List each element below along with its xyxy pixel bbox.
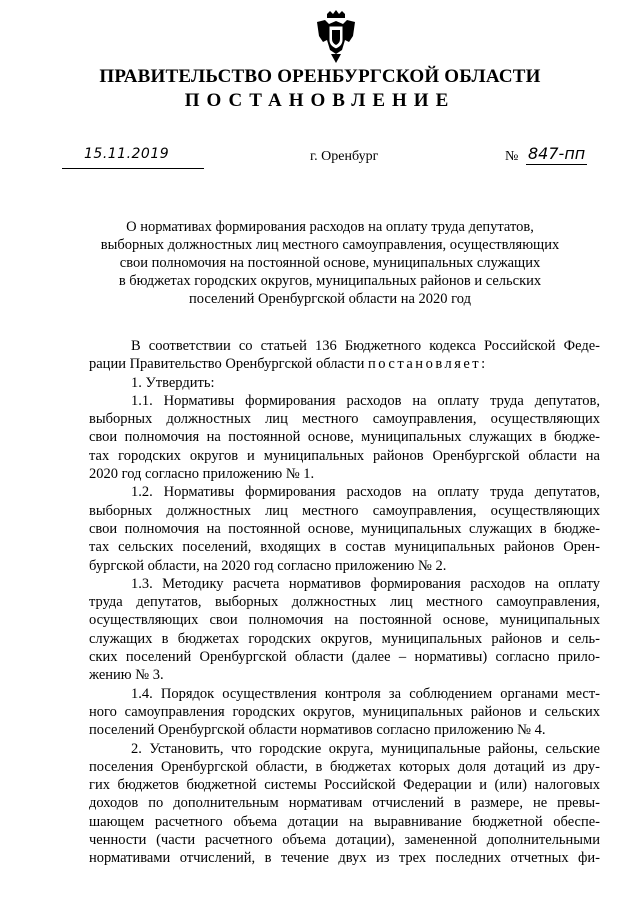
document-date: 15.11.2019 xyxy=(84,146,170,162)
body-line: жению № 3. xyxy=(89,667,164,684)
body-line xyxy=(89,355,600,373)
subject-line: свои полномочия на постоянной основе, муниципальных служащих xyxy=(119,255,541,271)
body-line: 1.2. Нормативы формирования расходов на оплату труда депутатов, xyxy=(131,484,600,501)
document-body xyxy=(89,337,600,868)
body-line: осуществляющих свои полномочия на постоянной основе, муниципальных xyxy=(89,612,600,629)
body-line: тах городских округов и муниципальных районов Оренбургской области на xyxy=(89,447,600,464)
body-line: 1.3. Методику расчета нормативов формирования расходов на оплату xyxy=(131,575,600,592)
body-line: свои полномочия на постоянной основе, муниципальных служащих в бюдже- xyxy=(89,429,600,446)
date-field xyxy=(62,148,204,169)
body-line: 1.4. Порядок осуществления контроля за соблюдением органами мест- xyxy=(131,685,600,702)
body-line: поселений Оренбургской области нормативов согласно приложению № 4. xyxy=(89,722,546,739)
document-number: 847-пп xyxy=(528,144,586,163)
body-line: ских поселений Оренбургской области (далее – нормативы) согласно прило- xyxy=(89,649,600,666)
body-line: 1.1. Нормативы формирования расходов на оплату труда депутатов, xyxy=(131,392,600,409)
subject-line: в бюджетах городских округов, муниципальных районов и сельских xyxy=(118,273,542,289)
body-line: тах сельских поселений, входящих в состав муниципальных районов Орен- xyxy=(89,539,600,556)
body-line: свои полномочия на постоянной основе, муниципальных служащих в бюдже- xyxy=(89,520,600,537)
body-line: доходов по дополнительным нормативам отчислений в размере, не превы- xyxy=(89,795,600,812)
body-line: служащих в бюджетах городских округов, муниципальных районов и сель- xyxy=(89,630,600,647)
coat-of-arms-icon xyxy=(315,10,357,64)
body-line: выборных должностных лиц местного самоуправления, осуществляющих xyxy=(89,502,600,519)
organization-title: ПРАВИТЕЛЬСТВО ОРЕНБУРГСКОЙ ОБЛАСТИ xyxy=(99,66,541,87)
document-meta-row xyxy=(0,144,640,172)
body-line: нормативами отчислений, в течение двух из трех последних отчетных фи- xyxy=(89,850,600,867)
subject-line: выборных должностных лиц местного самоуправления, осуществляющих xyxy=(100,237,560,253)
subject-line: поселений Оренбургской области на 2020 год xyxy=(189,291,471,307)
body-line: бургской области, на 2020 год согласно приложению № 2. xyxy=(89,557,447,574)
document-type-title: ПОСТАНОВЛЕНИЕ xyxy=(184,90,456,111)
body-line: выборных должностных лиц местного самоуправления, осуществляющих xyxy=(89,411,600,428)
body-line: поселения Оренбургской области, в бюджетах которых доля дотаций из дру- xyxy=(89,758,600,775)
body-line: гих бюджетов бюджетной системы Российской Федерации и (или) налоговых xyxy=(89,777,600,794)
body-line: труда депутатов, выборных должностных лиц местного самоуправления, xyxy=(89,594,600,611)
body-line: 2020 год согласно приложению № 1. xyxy=(89,466,315,483)
body-line: 2. Установить, что городские округа, муниципальные районы, сельские xyxy=(131,740,600,757)
body-line: 1. Утвердить: xyxy=(131,374,215,391)
body-line: В соответствии со статьей 136 Бюджетного кодекса Российской Феде- xyxy=(131,338,600,354)
body-line: ного самоуправления городских округов, муниципальных районов и сельских xyxy=(89,703,600,720)
decree-keyword: постановляет: xyxy=(368,356,488,373)
body-text-span: рации Правительство Оренбургской области xyxy=(89,356,365,373)
body-line: шающем расчетного объема дотации на выравнивание бюджетной обеспе- xyxy=(89,813,600,830)
document-number-label: № xyxy=(505,149,519,164)
subject-line: О нормативах формирования расходов на оплату труда депутатов, xyxy=(126,219,534,235)
document-subject xyxy=(90,218,570,308)
document-city: г. Оренбург xyxy=(310,149,379,164)
body-line: ченности (части расчетного объема дотации), замененной дополнительными xyxy=(89,832,600,849)
